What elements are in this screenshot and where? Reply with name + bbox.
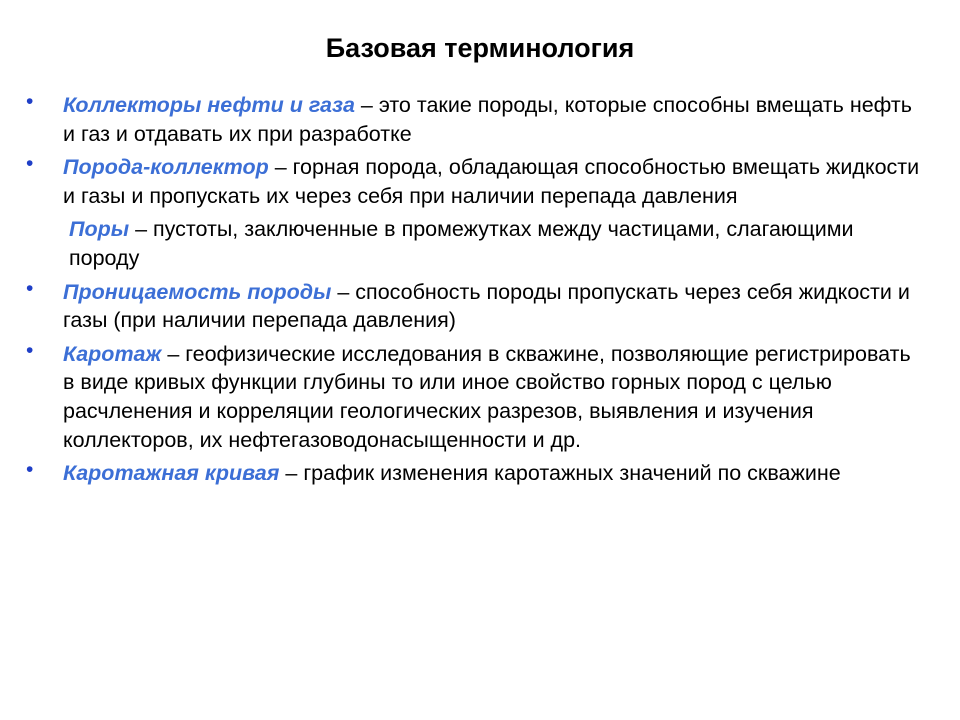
term: Каротажная кривая (63, 461, 280, 486)
term: Каротаж (63, 341, 162, 366)
term: Коллекторы нефти и газа (63, 93, 355, 117)
bullet-icon: • (26, 152, 34, 176)
list-item-log-curve (26, 459, 926, 488)
list-item-permeability (26, 278, 926, 335)
term: Порода-коллектор (63, 155, 269, 180)
bullet-icon: • (26, 338, 34, 362)
term: Проницаемость породы (63, 279, 332, 304)
list-item-pores (26, 215, 926, 272)
bullet-icon: • (26, 90, 34, 113)
definition: – горная порода, обладающая способностью вмещать жидкости и газы и пропускать их через себя при наличии перепада давления (63, 155, 920, 208)
slide-title: Базовая терминология (325, 33, 635, 63)
list-item-logging (26, 340, 926, 454)
definition: – это такие породы, которые способны вмещать нефть и газ и отдавать их при разработке (63, 93, 912, 146)
definition: – пустоты, заключенные в промежутках между частицами, слагающими породу (69, 217, 854, 270)
bullet-icon: • (26, 276, 34, 300)
definition: – график изменения каротажных значений по скважине (279, 461, 841, 486)
definition: – геофизические исследования в скважине, позволяющие регистрировать в виде кривых функции глубины то или иное свойство горных пород с целью расчленения и корреляции геологических разрезов, выявления и изучения коллекторов, их нефтегазоводонасыщенности и др. (63, 341, 911, 452)
list-item-reservoir-rock (26, 153, 926, 210)
term: Поры (69, 217, 130, 242)
terminology-list (26, 91, 926, 493)
list-item-collectors (26, 91, 926, 148)
bullet-icon: • (26, 458, 34, 482)
definition: – способность породы пропускать через себя жидкости и газы (при наличии перепада давления) (63, 279, 910, 333)
